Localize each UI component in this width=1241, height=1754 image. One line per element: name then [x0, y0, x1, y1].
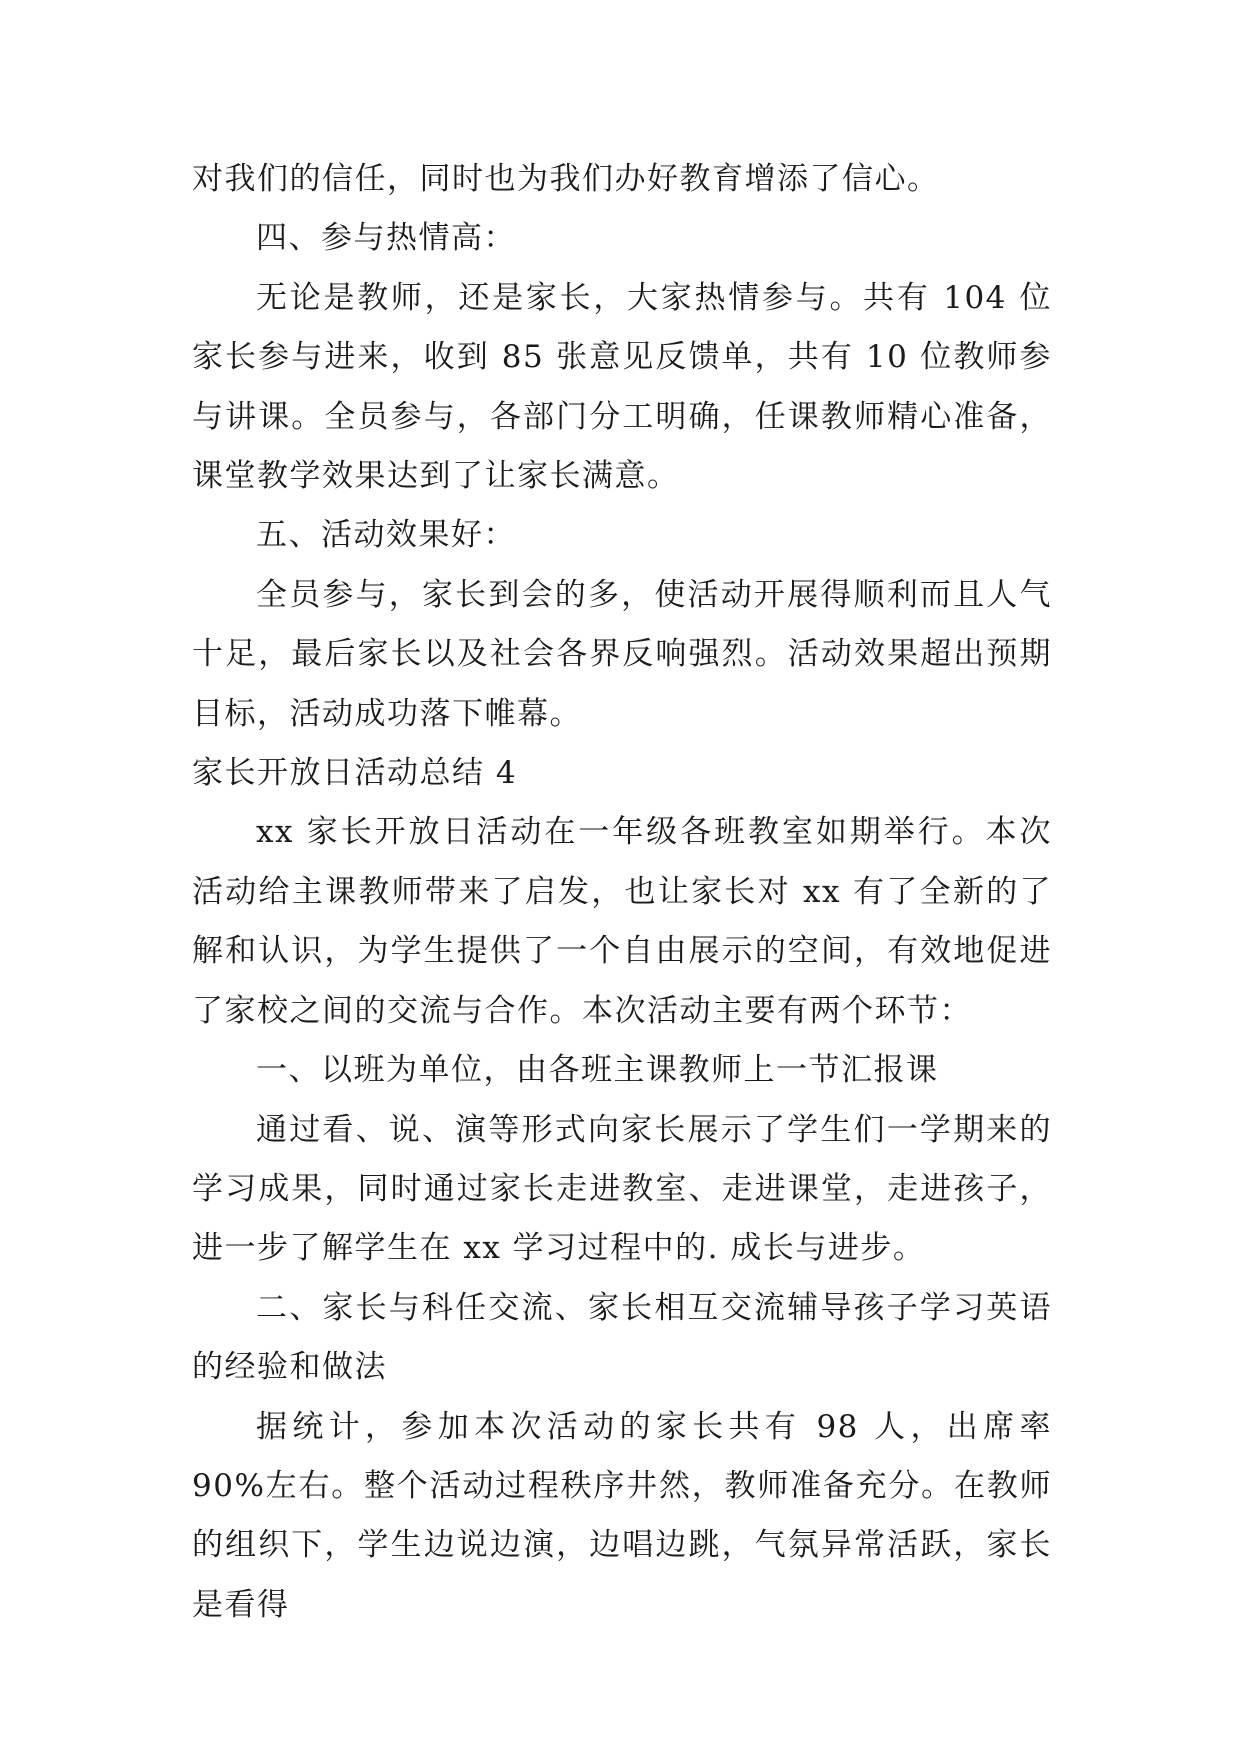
- paragraph: 全员参与，家长到会的多，使活动开展得顺利而且人气十足，最后家长以及社会各界反响强烈。活动效果超出预期目标，活动成功落下帷幕。: [192, 576, 1052, 732]
- section-heading-two: 二、家长与科任交流、家长相互交流辅导孩子学习英语的经验和做法: [192, 1289, 1052, 1386]
- paragraph: 无论是教师，还是家长，大家热情参与。共有 104 位家长参与进来，收到 85 张意见反馈单，共有 10 位教师参与讲课。全员参与，各部门分工明确，任课教师精心准备，课堂教学效果达到了让家长满意。: [192, 279, 1052, 495]
- document-section-title: 家长开放日活动总结 4: [192, 755, 518, 792]
- document-body: [192, 150, 1052, 1635]
- paragraph: 对我们的信任，同时也为我们办好教育增添了信心。: [192, 161, 940, 197]
- paragraph: xx 家长开放日活动在一年级各班教室如期举行。本次活动给主课教师带来了启发，也让家长对 xx 有了全新的了解和认识，为学生提供了一个自由展示的空间，有效地促进了家校之间的交流与合作。本次活动主要有两个环节：: [192, 814, 1052, 1029]
- section-heading-five: 五、活动效果好：: [256, 517, 516, 554]
- section-heading-four: 四、参与热情高：: [256, 220, 516, 257]
- paragraph: 通过看、说、演等形式向家长展示了学生们一学期来的学习成果，同时通过家长走进教室、走进课堂，走进孩子，进一步了解学生在 xx 学习过程中的. 成长与进步。: [192, 1111, 1052, 1267]
- section-heading-one: 一、以班为单位，由各班主课教师上一节汇报课: [256, 1052, 939, 1089]
- paragraph: 据统计，参加本次活动的家长共有 98 人，出席率 90%左右。整个活动过程秩序井然，教师准备充分。在教师的组织下，学生边说边演，边唱边跳，气氛异常活跃，家长是看得: [192, 1408, 1052, 1623]
